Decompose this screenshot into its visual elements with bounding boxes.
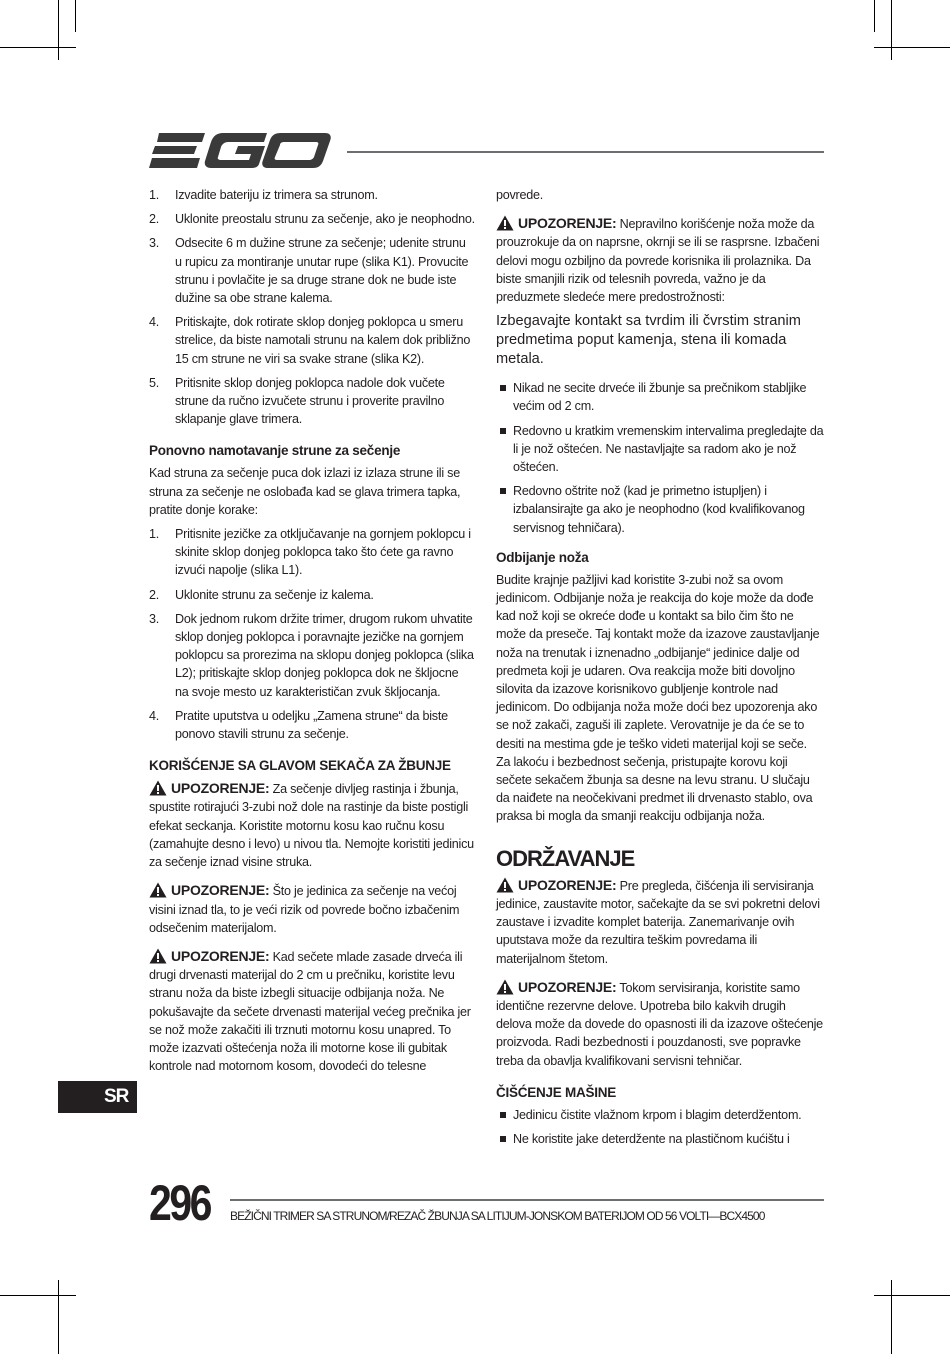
language-code: SR bbox=[104, 1086, 129, 1107]
left-column bbox=[149, 186, 475, 1075]
list-item: 4. Pritiskajte, dok rotirate sklop donjeg poklopca u smeru strelice, da biste namotali strunu na kalem dok približno 15 cm strune ne viri sa svake strane (slika K2). bbox=[149, 315, 471, 366]
list-item: 2. Uklonite strunu za sečenje iz kalema. bbox=[149, 587, 374, 602]
crop-mark-top-left-v2 bbox=[75, 0, 76, 32]
bullet-icon bbox=[500, 1112, 506, 1118]
list-item: 3. Odsecite 6 m dužine strune za sečenje; udenite strunu u rupicu za montiranje unutar rupe (slika K1). Provucite strunu i povlačite je sa druge strane dok ne bude iste dužine sa obe strane kalema. bbox=[149, 236, 469, 306]
bullet-icon bbox=[500, 428, 506, 434]
list-item: 3. Dok jednom rukom držite trimer, drugom rukom uhvatite sklop donjeg poklopca i poravnajte jezičke na gornjem poklopcu sa prorezima na sklopu donjeg poklopca (slika L2); pritiskajte sklop donjeg poklopca dok ne škljocne na svoje mesto uz karakterističan zvuk škljocanja. bbox=[149, 611, 474, 699]
footer-title: BEŽIČNI TRIMER SA STRUNOM/REZAČ ŽBUNJA SA LITIJUM-JONSKOM BATERIJOM OD 56 VOLTI—BCX4500 bbox=[230, 1209, 765, 1223]
footer-rule bbox=[230, 1199, 824, 1201]
paragraph-continuation: povrede. bbox=[496, 188, 544, 202]
crop-mark-bottom-right-v bbox=[891, 1280, 892, 1354]
warning-paragraph: UPOZORENJE: Pre pregleda, čišćenja ili servisiranja jedinice, zaustavite motor, sačekajte da se svi pokretni delovi zaustave i izvadite komplet baterija. Zanemarivanje ovih uputstava može da rezultira teškim povredama ili materijalnom štetom. bbox=[496, 876, 820, 966]
list-item: Redovno oštrite nož (kad je primetno istupljen) i izbalansirajte ga ako je neophodno (kod kvalifikovanog servisnog tehničara). bbox=[496, 482, 824, 537]
crop-mark-bottom-right-h bbox=[874, 1295, 950, 1296]
ego-logo bbox=[149, 130, 331, 172]
list-item: 4. Pratite uputstva u odeljku „Zamena strune“ da biste ponovo stavili strunu za sečenje. bbox=[149, 708, 448, 742]
paragraph-rewind-intro: Kad struna za sečenje puca dok izlazi iz izlaza strune ili se struna za sečenje ne oslobađa kad se glava trimera tapka, pratite donje korake: bbox=[149, 466, 461, 517]
warning-paragraph: UPOZORENJE: Za sečenje divljeg rastinja i žbunja, spustite rotirajući 3-zubi nož dole na rastinje da biste postigli efekat seckanja. Koristite motornu kosu kao ručnu kosu (zamahujte desno i levo) u nivou tla. Nemojte koristiti jedinicu za sečenje iznad visine struka. bbox=[149, 780, 474, 870]
blade-bullets bbox=[496, 379, 824, 537]
section-heading-rewinding: Ponovno namotavanje strune za sečenje bbox=[149, 443, 401, 459]
cleaning-bullets bbox=[496, 1106, 824, 1148]
warning-paragraph: UPOZORENJE: Tokom servisiranja, koristite samo identične rezervne delove. Upotreba bilo kakvih drugih delova može da dovede do opasnosti ili da izazove oštećenje proizvoda. Radi bezbednosti i pouzdanosti, sve popravke treba da obavlja kvalifikovani servisni tehničar. bbox=[496, 978, 823, 1068]
section-heading-brush-head: KORIŠĆENJE SA GLAVOM SEKAČA ZA ŽBUNJE bbox=[149, 758, 451, 774]
page-number: 296 bbox=[149, 1175, 211, 1231]
crop-mark-top-right-v2 bbox=[874, 0, 875, 32]
warning-paragraph: UPOZORENJE: Nepravilno korišćenje noža može da prouzrokuje da on naprsne, okrnji se ili se rasprsne. Izbačeni delovi mogu ozbiljno da povrede korisnika ili prolaznika. Da biste smanjili rizik od telesnih povreda, važno je da preduzmete sledeće mere predostrožnosti: bbox=[496, 215, 820, 305]
warning-icon bbox=[496, 979, 514, 995]
paragraph-thrust: Budite krajnje pažljivi kad koristite 3-zubi nož sa ovom jedinicom. Odbijanje noža je reakcija do koje može da dođe kad nož koji se okreće dođe u kontakt sa bilo čim što ne može da preseče. Taj kontakt može da izazove zaustavljanje noža na trenutak i iznenadno „odbijanje“ jedinice dalje od predmeta koji je udaren. Ova reakcija može biti dovoljno silovita da izazove korisnikovo gubljenje kontrole nad jedinicom. Do odbijanja noža može doći bez upozorenja ako se nož zakači, zaguši ili zaplete. Verovatnije je da će se to desiti na mestima gde je teško videti materijal koji se seče. Za lakoću i bezbednost sečenja, pristupajte korovu koji sečete sekačem žbunja sa desne na levu stranu. U slučaju da naiđete na neočekivani predmet ili drvenasto stablo, ova praksa bi mogla da smanji reakciju odbijanja noža. bbox=[496, 572, 820, 824]
crop-mark-bottom-left-h bbox=[0, 1295, 76, 1296]
right-column bbox=[496, 186, 824, 1154]
section-heading-cleaning: ČIŠĆENJE MAŠINE bbox=[496, 1084, 617, 1100]
list-item: 2. Uklonite preostalu strunu za sečenje, ako je neophodno. bbox=[149, 212, 475, 227]
crop-mark-bottom-left-v bbox=[58, 1280, 59, 1354]
bullet-icon bbox=[500, 488, 506, 494]
bullet-icon bbox=[500, 385, 506, 391]
crop-mark-top-right-v bbox=[891, 0, 892, 60]
crop-mark-top-left-h bbox=[0, 47, 76, 48]
warning-paragraph: UPOZORENJE: Kad sečete mlade zasade drveća ili drugi drvenasti materijal do 2 cm u prečniku, koristite levu stranu noža da biste izbegli situacije odbijanja noža. Ne pokušavajte da sečete drvenasti materijal većeg prečnika jer se nož može zakačiti ili trznuti motornu kosu unapred. To može izazvati oštećenja noža ili motorne kose ili gubitak kontrole nad motornom kosom, dovodeći do telesne bbox=[149, 947, 471, 1074]
section-heading-maintenance: ODRŽAVANJE bbox=[496, 845, 635, 871]
header-rule bbox=[347, 151, 824, 153]
list-item: Jedinicu čistite vlažnom krpom i blagim deterdžentom. bbox=[496, 1106, 824, 1124]
removal-steps bbox=[149, 186, 475, 428]
warning-icon bbox=[149, 948, 167, 964]
list-item: 1. Pritisnite jezičke za otključavanje na gornjem poklopcu i skinite sklop donjeg poklopca tako što ćete ga ravno izvući napolje (slika L1). bbox=[149, 527, 471, 578]
warning-icon bbox=[149, 882, 167, 898]
section-heading-thrust: Odbijanje noža bbox=[496, 549, 589, 565]
crop-mark-top-right-h bbox=[874, 47, 950, 48]
warning-icon bbox=[496, 215, 514, 231]
rewind-steps bbox=[149, 525, 475, 743]
list-item: Nikad ne secite drveće ili žbunje sa prečnikom stabljike većim od 2 cm. bbox=[496, 379, 824, 415]
list-item: Ne koristite jake deterdžente na plastičnom kućištu i bbox=[496, 1130, 824, 1148]
warning-icon bbox=[149, 780, 167, 796]
warning-icon bbox=[496, 877, 514, 893]
warning-paragraph: UPOZORENJE: Što je jedinica za sečenje na većoj visini iznad tla, to je veći rizik od povrede bočno izbačenim odsečenim materijalom. bbox=[149, 882, 460, 935]
paragraph-avoid-contact: Izbegavajte kontakt sa tvrdim ili čvrstim stranim predmetima poput kamenja, stena ili komada metala. bbox=[496, 313, 801, 368]
list-item: 1. Izvadite bateriju iz trimera sa strunom. bbox=[149, 188, 378, 202]
list-item: 5. Pritisnite sklop donjeg poklopca nadole dok vučete strune da ručno izvučete strunu i proverite pravilno sklapanje glave trimera. bbox=[149, 375, 445, 427]
list-item: Redovno u kratkim vremenskim intervalima pregledajte da li je nož oštećen. Ne nastavljajte sa radom ako je nož oštećen. bbox=[496, 422, 824, 477]
crop-mark-top-left-v bbox=[58, 0, 59, 60]
bullet-icon bbox=[500, 1136, 506, 1142]
